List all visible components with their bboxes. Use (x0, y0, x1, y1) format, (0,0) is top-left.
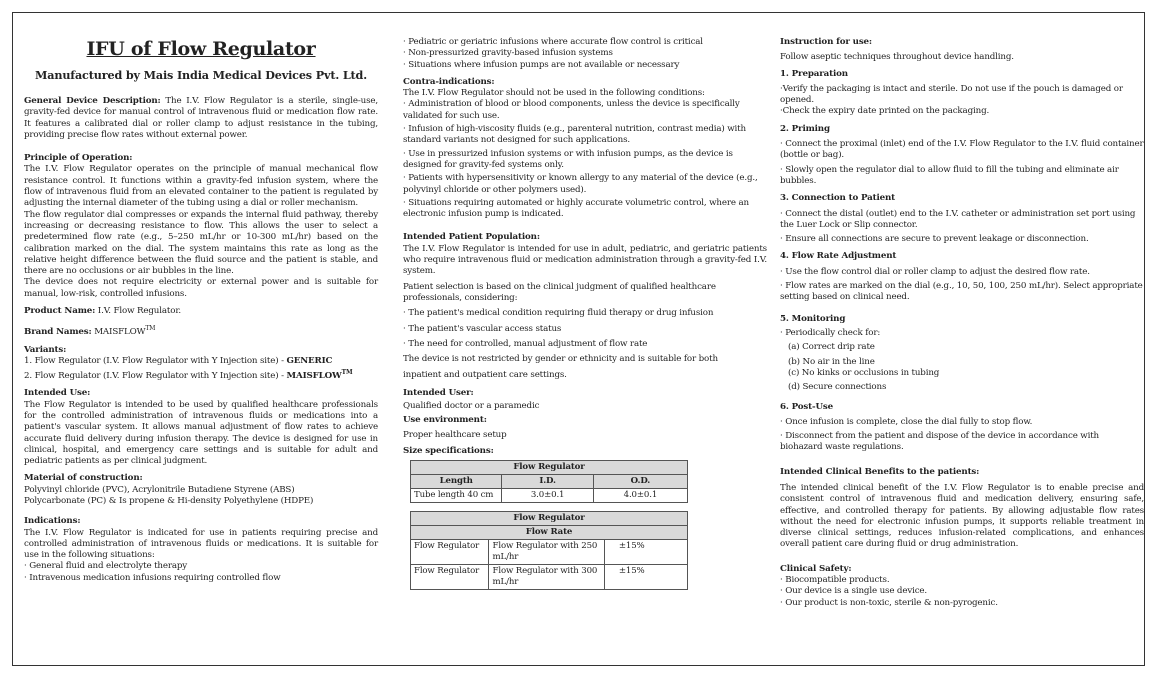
step-heading: 2. Priming (780, 123, 830, 134)
step-bullet: · Disconnect from the patient and dispose of the device in accordance with biohazard waste regulations. (780, 431, 1099, 453)
table-cell: Flow Regulator (411, 540, 489, 565)
contra-bullet: · Infusion of high-viscosity fluids (e.g., parenteral nutrition, contrast media) with standard variants not designed for such applications. (403, 124, 746, 146)
population-text: inpatient and outpatient care settings. (403, 370, 567, 381)
contra-intro: The I.V. Flow Regulator should not be used in the following conditions: (403, 88, 705, 99)
column-middle (403, 37, 767, 590)
manufacturer-line: Manufactured by Mais India Medical Devices Pvt. Ltd. (35, 68, 367, 82)
variants-heading: Variants: (24, 344, 67, 355)
table-row (411, 489, 688, 503)
flow-rate-table (410, 511, 688, 590)
step-bullet: ·Check the expiry date printed on the packaging. (780, 106, 990, 117)
table-cell: Flow Regulator with 250 mL/hr (488, 540, 604, 565)
contra-bullet: · Situations requiring automated or highly accurate volumetric control, where an electronic infusion pump is indicated. (403, 197, 749, 220)
table-cell: Flow Regulator (411, 565, 489, 590)
general-description (24, 96, 378, 141)
material-heading: Material of construction: (24, 473, 143, 484)
safety-bullet: · Our device is a single use device. (780, 586, 928, 597)
indication-bullet: · Situations where infusion pumps are not available or necessary (403, 59, 680, 70)
indication-bullet: · Pediatric or geriatric infusions where accurate flow control is critical (403, 37, 703, 47)
benefits-heading: Intended Clinical Benefits to the patients: (780, 466, 980, 477)
indications-heading: Indications: (24, 516, 81, 527)
variant-text: 1. Flow Regulator (I.V. Flow Regulator with Y Injection site) - (24, 355, 287, 366)
principle-heading: Principle of Operation: (24, 153, 133, 164)
use-environment-heading: Use environment: (403, 415, 487, 426)
step-heading: 6. Post-Use (780, 402, 834, 413)
column-header: O.D. (593, 475, 687, 489)
general-description-heading: General Device Description: (24, 96, 161, 106)
step-heading: 3. Connection to Patient (780, 193, 896, 204)
brand-names (24, 323, 378, 338)
table-cell: 4.0±0.1 (593, 489, 687, 503)
variant-tag: MAISFLOW (286, 371, 342, 382)
population-text: The device is not restricted by gender or ethnicity and is suitable for both (403, 354, 718, 365)
step-heading: 1. Preparation (780, 68, 848, 79)
brand-names-value: MAISFLOW (94, 327, 146, 338)
safety-bullet: · Our product is non-toxic, sterile & non-pyrogenic. (780, 597, 998, 608)
variant-tag: GENERIC (286, 355, 333, 366)
table-row (411, 540, 688, 565)
step-bullet: · Ensure all connections are secure to prevent leakage or disconnection. (780, 234, 1089, 245)
ifu-heading: Instruction for use: (780, 37, 872, 47)
product-name (24, 306, 378, 317)
indications-text: The I.V. Flow Regulator is indicated for use in patients requiring precise and controlled administration of intravenous fluids or medications. It is suitable for use in the following situations: (24, 527, 378, 561)
step-bullet: ·Verify the packaging is intact and sterile. Do not use if the pouch is damaged or opened. (780, 83, 1123, 106)
variant-item (24, 367, 378, 382)
step-bullet: · Connect the proximal (inlet) end of the I.V. Flow Regulator to the I.V. fluid container (bottle or bag). (780, 139, 1144, 161)
population-bullet: · The patient's medical condition requiring fluid therapy or drug infusion (403, 308, 714, 319)
safety-bullet: · Biocompatible products. (780, 574, 890, 585)
product-name-value: I.V. Flow Regulator. (97, 306, 181, 317)
column-left (24, 36, 378, 584)
population-heading: Intended Patient Population: (403, 232, 540, 243)
contra-bullet: · Administration of blood or blood components, unless the device is specifically validated for such use. (403, 99, 740, 121)
indication-bullet: · General fluid and electrolyte therapy (24, 561, 188, 572)
indication-bullet: · Intravenous medication infusions requiring controlled flow (24, 572, 281, 583)
monitoring-subitem: (d) Secure connections (788, 382, 887, 393)
brand-names-label: Brand Names: (24, 327, 92, 338)
size-spec-heading: Size specifications: (403, 445, 494, 456)
step-heading: 5. Monitoring (780, 313, 846, 324)
safety-heading: Clinical Safety: (780, 563, 852, 574)
principle-paragraph: The device does not require electricity or external power and is suitable for manual, low-risk, controlled infusions. (24, 277, 378, 299)
table-cell: 3.0±0.1 (502, 489, 593, 503)
intended-use-heading: Intended Use: (24, 388, 91, 399)
population-text: The I.V. Flow Regulator is intended for use in adult, pediatric, and geriatric patients who require intravenous fluid or medication administration through a gravity-fed I.V. system. (403, 243, 767, 277)
intended-use-text: The Flow Regulator is intended to be used by qualified healthcare professionals for the controlled administration of intravenous fluids or medications into a patient's vascular system. It allows manual adjustment of flow rates to achieve accurate fluid delivery during infusion therapy. The device is designed for use in clinical, hospital, and emergency care settings and is suitable for adult and pediatric patients as per clinical judgment. (24, 399, 378, 467)
monitoring-subitem: (a) Correct drip rate (788, 342, 875, 353)
step-bullet: · Once infusion is complete, close the dial fully to stop flow. (780, 416, 1033, 427)
table-cell: ±15% (604, 565, 687, 590)
contra-heading: Contra-indications: (403, 76, 495, 87)
contra-bullet: · Patients with hypersensitivity or known allergy to any material of the device (e.g., polyvinyl chloride or other polymers used). (403, 173, 758, 195)
trademark-mark: TM (145, 325, 156, 333)
material-line: Polycarbonate (PC) & Is propene & Hi-density Polyethylene (HDPE) (24, 495, 314, 506)
contra-bullet: · Use in pressurized infusion systems or with infusion pumps, as the device is designed for gravity-fed systems only. (403, 148, 733, 170)
principle-paragraph: The I.V. Flow Regulator operates on the principle of manual mechanical flow resistance control. It functions within a gravity-fed infusion system, where the flow of intravenous fluid from an elevated container to the patient is regulated by adjusting the internal diameter of the tubing using a dial or roller mechanism. (24, 164, 378, 209)
document-title: IFU of Flow Regulator (86, 38, 316, 60)
benefits-text: The intended clinical benefit of the I.V. Flow Regulator is to enable precise and consistent control of intravenous fluid and medication delivery, ensuring safe, effective, and controlled therapy for patients. By allowing adjustable flow rates without the need for electronic infusion pumps, it supports reliable treatment in diverse clinical settings, reduces infusion-related complications, and enhances overall patient care during fluid or drug administration. (780, 482, 1144, 550)
intended-user-heading: Intended User: (403, 387, 474, 398)
general-description-text: The I.V. Flow Regulator is a sterile, single-use, gravity-fed device for manual control of intravenous fluid or medication flow rate. It features a calibrated dial or roller clamp to adjust resistance in the tubing, providing precise flow rates without external power. (24, 96, 378, 140)
table-cell: ±15% (604, 540, 687, 565)
variant-text: 2. Flow Regulator (I.V. Flow Regulator with Y Injection site) - (24, 371, 287, 382)
step-bullet: · Periodically check for: (780, 327, 881, 338)
table-cell: Flow Regulator with 300 mL/hr (488, 565, 604, 590)
principle-paragraph: The flow regulator dial compresses or expands the internal fluid pathway, thereby increasing or decreasing resistance to flow. This allows the user to select a predetermined flow rate (e.g., 5–250 mL/hr or 10-300 mL/hr) based on the calibration marked on the dial. The system maintains this rate as long as the relative height difference between the fluid source and the patient is stable, and there are no occlusions or air bubbles in the line. (24, 209, 378, 277)
population-bullet: · The need for controlled, manual adjustment of flow rate (403, 338, 648, 349)
monitoring-subitem: (c) No kinks or occlusions in tubing (788, 367, 940, 378)
table-title: Flow Regulator (411, 512, 688, 526)
population-text: Patient selection is based on the clinical judgment of qualified healthcare professionals, considering: (403, 281, 716, 303)
indication-bullet: · Non-pressurized gravity-based infusion systems (403, 48, 613, 59)
intended-user-text: Qualified doctor or a paramedic (403, 401, 540, 412)
size-spec-table (410, 460, 688, 503)
column-header: Length (411, 475, 502, 489)
column-header: I.D. (502, 475, 593, 489)
step-bullet: · Use the flow control dial or roller clamp to adjust the desired flow rate. (780, 266, 1090, 277)
step-heading: 4. Flow Rate Adjustment (780, 251, 897, 262)
population-bullet: · The patient's vascular access status (403, 323, 562, 334)
trademark-mark: TM (341, 369, 353, 377)
material-line: Polyvinyl chloride (PVC), Acrylonitrile Butadiene Styrene (ABS) (24, 484, 295, 495)
variant-item (24, 356, 378, 367)
step-bullet: · Flow rates are marked on the dial (e.g., 10, 50, 100, 250 mL/hr). Select appropriate setting based on clinical need. (780, 281, 1143, 303)
table-cell: Tube length 40 cm (411, 489, 502, 503)
use-environment-text: Proper healthcare setup (403, 429, 507, 440)
step-bullet: · Connect the distal (outlet) end to the I.V. catheter or administration set port using the Luer Lock or Slip connector. (780, 208, 1136, 230)
step-bullet: · Slowly open the regulator dial to allow fluid to fill the tubing and eliminate air bubbles. (780, 164, 1119, 186)
table-title: Flow Regulator (411, 461, 688, 475)
column-right (780, 37, 1144, 609)
monitoring-subitem: (b) No air in the line (788, 356, 875, 367)
ifu-intro: Follow aseptic techniques throughout device handling. (780, 52, 1014, 63)
table-subtitle: Flow Rate (411, 526, 688, 540)
product-name-label: Product Name: (24, 306, 96, 317)
table-row (411, 565, 688, 590)
